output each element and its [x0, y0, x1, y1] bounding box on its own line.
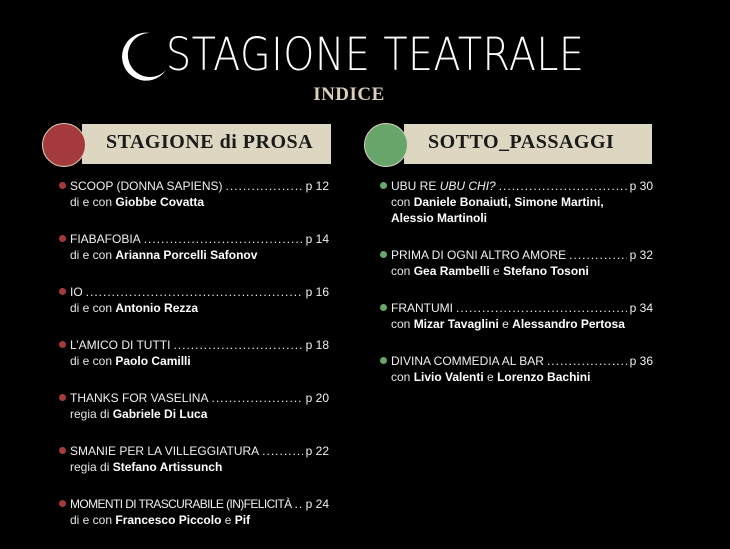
item-title: UBU RE UBU CHI?	[391, 179, 496, 193]
bullet-icon	[59, 182, 66, 189]
item-page: p 22	[305, 444, 329, 458]
prosa-circle-icon	[42, 123, 86, 167]
bullet-icon	[59, 447, 66, 454]
item-page: p 24	[305, 497, 329, 511]
item-title: MOMENTI DI TRASCURABILE (IN)FELICITÀ	[70, 497, 292, 511]
prosa-banner	[82, 124, 331, 164]
bullet-icon	[59, 341, 66, 348]
item-credit: regia di Stefano Artissunch	[70, 460, 223, 474]
item-credit: con Livio Valenti e Lorenzo Bachini	[391, 370, 591, 384]
item-page: p 14	[305, 232, 329, 246]
bullet-icon	[59, 288, 66, 295]
list-item[interactable]	[391, 300, 653, 332]
item-credit: di e con Paolo Camilli	[70, 354, 191, 368]
item-credit: di e con Francesco Piccolo e Pif	[70, 513, 251, 527]
bullet-icon	[380, 251, 387, 258]
item-page: p 12	[305, 179, 329, 193]
item-title: FIABAFOBIA	[70, 232, 141, 246]
passaggi-list	[391, 178, 653, 406]
item-credit: di e con Arianna Porcelli Safonov	[70, 248, 258, 262]
item-title: IO	[70, 285, 83, 299]
item-page: p 20	[305, 391, 329, 405]
item-page: p 30	[629, 179, 653, 193]
item-page: p 32	[629, 248, 653, 262]
bullet-icon	[380, 357, 387, 364]
list-item[interactable]	[70, 443, 329, 475]
list-item[interactable]	[70, 178, 329, 210]
item-credit: con Gea Rambelli e Stefano Tosoni	[391, 264, 589, 278]
item-title: THANKS FOR VASELINA	[70, 391, 209, 405]
item-page: p 16	[305, 285, 329, 299]
list-item[interactable]	[70, 337, 329, 369]
item-credit: di e con Giobbe Covatta	[70, 195, 205, 209]
item-title: L’AMICO DI TUTTI	[70, 338, 171, 352]
item-page: p 18	[305, 338, 329, 352]
passaggi-banner	[404, 124, 652, 164]
list-item[interactable]	[391, 247, 653, 279]
bullet-icon	[59, 235, 66, 242]
bullet-icon	[380, 304, 387, 311]
item-page: p 34	[629, 301, 653, 315]
prosa-heading: STAGIONE di PROSA	[106, 131, 314, 153]
bullet-icon	[59, 500, 66, 507]
item-credit: con Mizar Tavaglini e Alessandro Pertosa	[391, 317, 625, 331]
item-title: DIVINA COMMEDIA AL BAR	[391, 354, 544, 368]
page-subtitle: INDICE	[313, 84, 385, 105]
item-credit: regia di Gabriele Di Luca	[70, 407, 208, 421]
prosa-list	[70, 178, 329, 549]
list-item[interactable]	[391, 353, 653, 385]
crescent-moon-icon	[116, 30, 168, 82]
item-title: FRANTUMI	[391, 301, 453, 315]
list-item[interactable]	[70, 390, 329, 422]
item-title: PRIMA DI OGNI ALTRO AMORE	[391, 248, 567, 262]
bullet-icon	[380, 182, 387, 189]
passaggi-heading: SOTTO_PASSAGGI	[428, 131, 615, 153]
item-title: SMANIE PER LA VILLEGGIATURA	[70, 444, 260, 458]
bullet-icon	[59, 394, 66, 401]
list-item[interactable]	[70, 284, 329, 316]
passaggi-circle-icon	[364, 123, 408, 167]
page-title: STAGIONE TEATRALE	[166, 28, 585, 81]
item-credit: con Daniele Bonaiuti, Simone Martini, Alessio Martinoli	[391, 195, 604, 225]
page-header	[0, 0, 730, 110]
list-item[interactable]	[391, 178, 653, 226]
item-credit: di e con Antonio Rezza	[70, 301, 199, 315]
list-item[interactable]	[70, 496, 329, 528]
item-title: SCOOP (DONNA SAPIENS)	[70, 179, 223, 193]
item-page: p 36	[629, 354, 653, 368]
list-item[interactable]	[70, 231, 329, 263]
